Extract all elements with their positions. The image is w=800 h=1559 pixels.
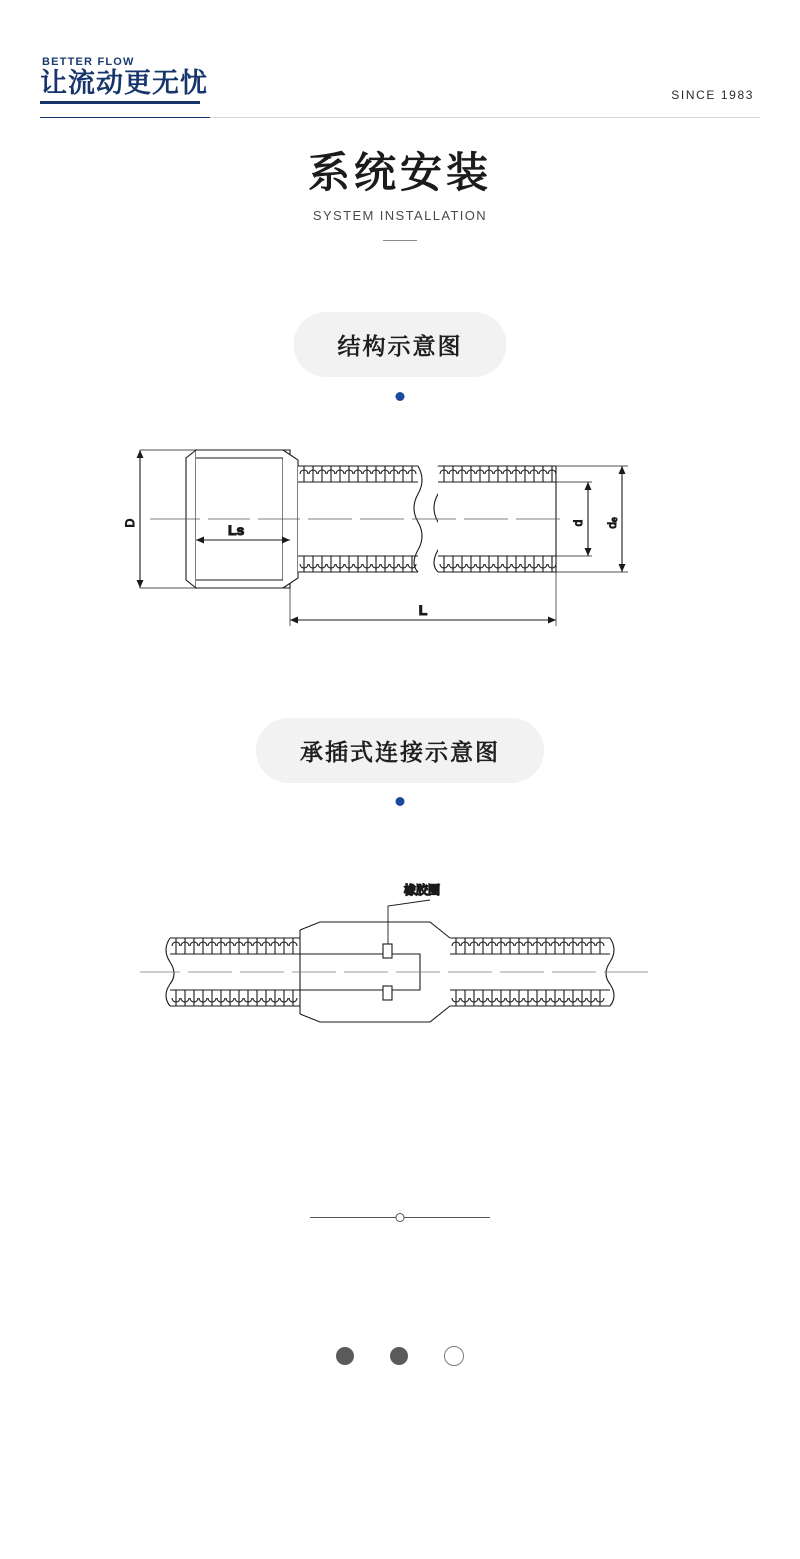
- dim-label-de: dₑ: [605, 517, 619, 529]
- logo-tagline-en: BETTER FLOW: [42, 56, 135, 68]
- pager-dot-2[interactable]: [390, 1347, 408, 1365]
- dim-label-d: d: [571, 519, 585, 527]
- section-marker-dot: [396, 392, 405, 401]
- logo-underline: [40, 101, 200, 104]
- header-divider-accent: [40, 117, 210, 118]
- page-subtitle: SYSTEM INSTALLATION: [312, 208, 488, 223]
- section-marker-dot-2: [396, 797, 405, 806]
- page-title: 系统安装: [307, 148, 492, 197]
- logo-tagline-cn: 让流动更无忧: [40, 68, 208, 99]
- dim-label-D: D: [123, 518, 137, 528]
- section-heading-structure: 结构示意图: [294, 312, 507, 377]
- pager-dot-1[interactable]: [336, 1347, 354, 1365]
- callout-label-rubber-ring: 橡胶圈: [404, 883, 441, 897]
- socket-joint-diagram: [0, 860, 800, 1080]
- since-label: SINCE 1983: [671, 88, 754, 102]
- dim-label-Ls: Ls: [228, 522, 245, 538]
- pipe-structure-svg: [0, 430, 800, 650]
- brand-logo: [40, 56, 208, 104]
- footer-divider-knob: [396, 1213, 405, 1222]
- section-heading-socket-joint: 承插式连接示意图: [256, 718, 544, 783]
- pipe-structure-diagram: [0, 430, 800, 650]
- socket-joint-svg: [0, 860, 800, 1080]
- page-header: [0, 0, 800, 118]
- pagination-dots[interactable]: [336, 1346, 464, 1366]
- title-divider: [383, 240, 417, 241]
- pager-dot-3[interactable]: [444, 1346, 464, 1366]
- dim-label-L: L: [418, 602, 428, 618]
